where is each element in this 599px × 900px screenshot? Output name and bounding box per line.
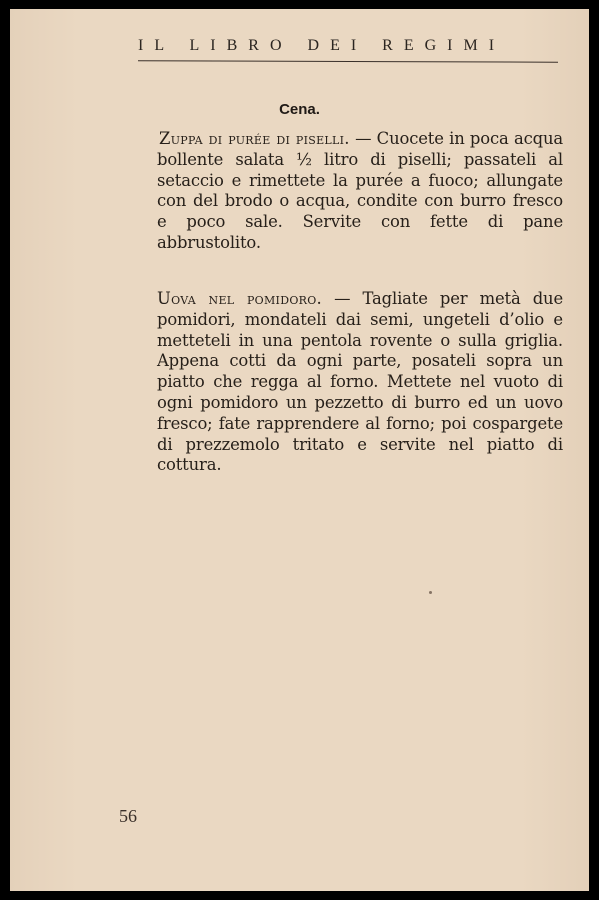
page-number: 56 [119, 806, 137, 826]
recipe-paragraph [157, 289, 563, 476]
running-head: IL LIBRO DEI REGIMI [138, 37, 506, 54]
paper-speck [429, 591, 432, 594]
recipe-title: Uova nel pomidoro. [157, 289, 323, 308]
recipe-body: — Tagliate per metà due pomidori, mondateli dai semi, ungeteli d’olio e metteteli in una pentola rovente o sulla griglia. Appena cotti da ogni parte, posateli sopra un piatto che regga al forno. Mettete nel vuoto di ogni pomidoro un pezzetto di burro ed un uovo fresco; fate rapprendere al forno; poi cospargete di prezzemolo tritato e servite nel piatto di cottura. [157, 289, 564, 475]
header-rule [138, 60, 558, 62]
book-page [10, 9, 589, 891]
section-title: Cena. [279, 101, 320, 118]
recipe-paragraph [157, 129, 563, 254]
recipe-body: — Cuocete in poca acqua bollente salata ½ litro di piselli; passateli al setaccio e rimettete la purée a fuoco; allungate con del brodo o acqua, condite con burro fresco e poco sale. Servite con fette di pane abbrustolito. [157, 129, 564, 252]
recipe-title: Zuppa di purée di piselli. [159, 129, 350, 148]
